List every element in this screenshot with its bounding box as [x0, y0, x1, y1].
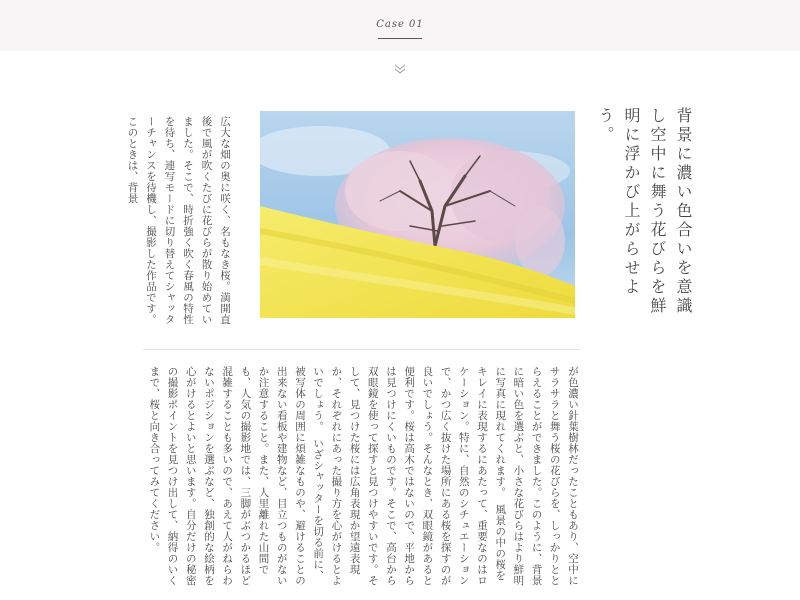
cherry-tree-photo	[260, 111, 575, 318]
photo-illustration	[260, 111, 575, 318]
headline: 背景に濃い色合いを意識し空中に舞う花びらを鮮明に浮かび上がらせよう。	[596, 107, 693, 316]
body-paragraph: が色濃い針葉樹林だったこともあり、空中にサラサラと舞う桜の花びらを、しっかりととらえることができました。このように、背景に暗い色を選ぶと、小さな花びらはより鮮明に写真に現れてくれます。 風景の中の桜をキレイに表現するにあたって、重要なのはロケーション。特に、自然のシチュエーションで、かつ広く抜けた場所にある桜を探すのが良いでしょう。そんなとき、双眼鏡があると便利です。桜は高木ではないので、平地からは見つけにくいものです。そこで、高台から双眼鏡を使って探すと見つけやすいです。そして、見つけた桜には広角表現か望遠表現か、それぞれにあった撮り方を心がけるとよいでしょう。 いざシャッターを切る前に、被写体の周囲に煩雑なものや、避けることの出来ない看板や建物など、目立つものがないか注意すること。また、人里離れた山間でも、人気の撮影地では、三脚がぶつかるほど混雑することも多いので、あえて人がねらわないポジションを選ぶなど、独創的な絵柄を心がけるとよいと思います。自分だけの秘密の撮影ポイントを見つけ出して、納得のいくまで、桜と向き合ってみてください。	[148, 366, 579, 586]
section-divider	[143, 349, 580, 350]
case-label-underline	[378, 38, 422, 39]
header-band	[0, 0, 800, 51]
chevron-down-icon[interactable]	[393, 62, 407, 76]
case-label: Case 01	[376, 19, 424, 30]
intro-paragraph: 広大な畑の奥に咲く、名もなき桜。満開直後で風が吹くたびに花びらが散り始めていました。そこで、時折強く吹く春風の特性を待ち、連写モードに切り替えてシャッターチャンスを待機し、撮影した作品です。このときは、背景	[126, 116, 231, 325]
